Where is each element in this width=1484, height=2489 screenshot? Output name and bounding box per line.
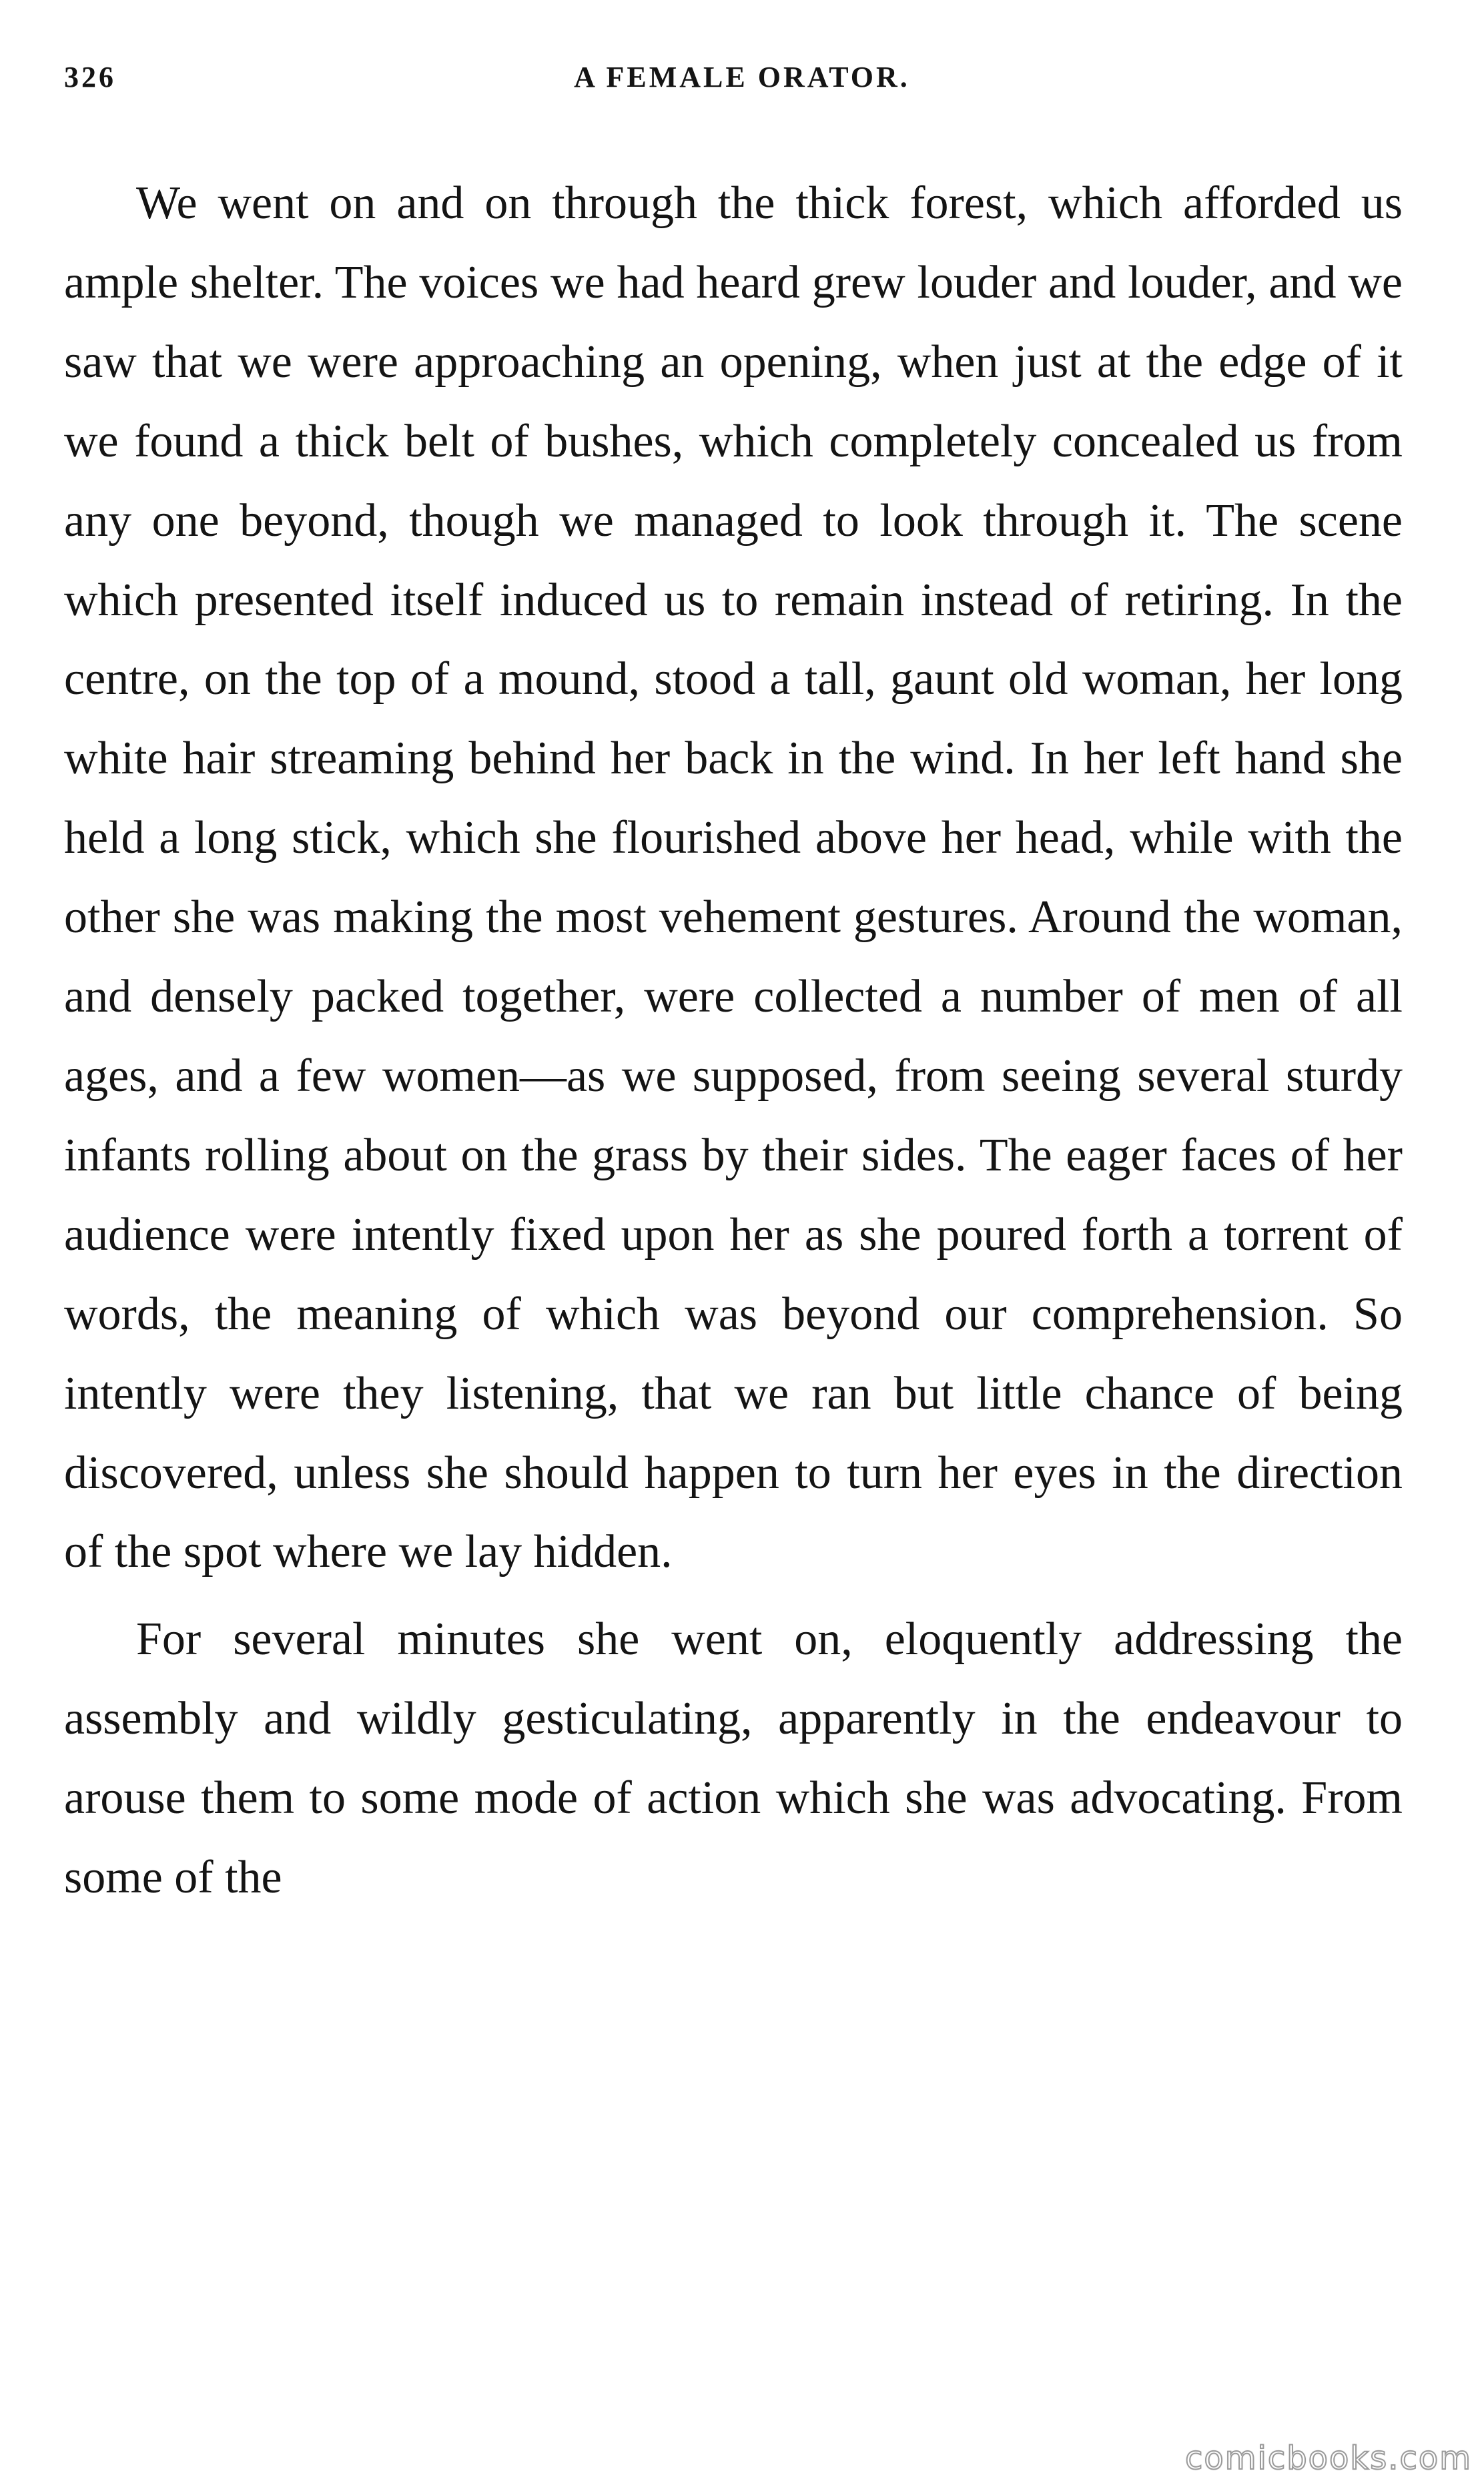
paragraph-2: For several minutes she went on, eloquently addressing the assembly and wildly gesticulating, apparently in the endeavour to arouse them to some mode of action which she was advocating. From some of the	[64, 1614, 1403, 1904]
watermark: comicbooks.com	[1184, 2440, 1472, 2477]
running-title: A FEMALE ORATOR.	[574, 61, 910, 93]
page-number: 326	[64, 61, 116, 93]
body-text	[64, 164, 1403, 1918]
running-head	[64, 60, 1420, 113]
paragraph-1: We went on and on through the thick forest, which afforded us ample shelter. The voices we had heard grew louder and louder, and we saw that we were approaching an opening, when just at the edge of it we found a thick belt of bushes, which completely concealed us from any one beyond, though we managed to look through it. The scene which presented itself induced us to remain instead of retiring. In the centre, on the top of a mound, stood a tall, gaunt old woman, her long white hair streaming behind her back in the wind. In her left hand she held a long stick, which she flourished above her head, while with the other she was making the most vehement gestures. Around the woman, and densely packed together, were collected a number of men of all ages, and a few women—as we supposed, from seeing several sturdy infants rolling about on the grass by their sides. The eager faces of her audience were intently fixed upon her as she poured forth a torrent of words, the meaning of which was beyond our comprehension. So intently were they listening, that we ran but little chance of being discovered, unless she should happen to turn her eyes in the direction of the spot where we lay hidden.	[64, 177, 1403, 1578]
